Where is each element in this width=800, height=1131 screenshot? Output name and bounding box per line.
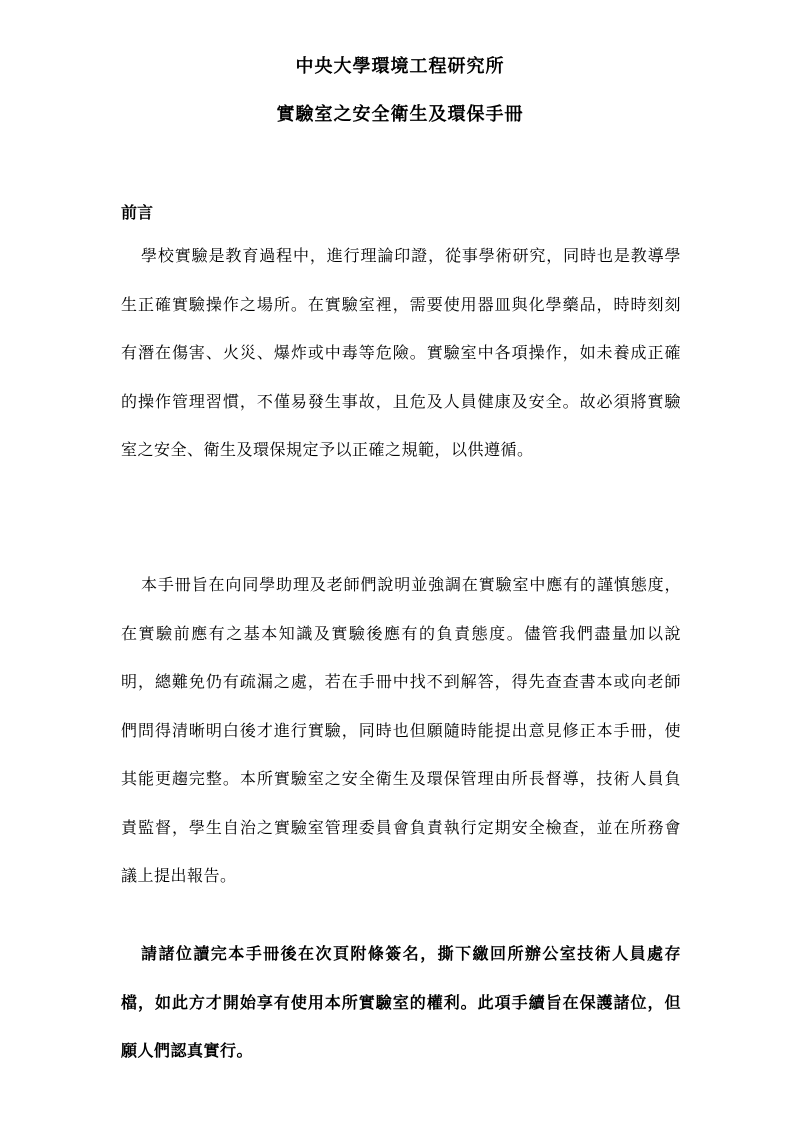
paragraph-signature-instruction: 請諸位讀完本手冊後在次頁附條簽名，撕下繳回所辦公室技術人員處存檔，如此方才開始享有使用本所實驗室的權利。此項手續旨在保護諸位，但願人們認真實行。 [121, 944, 681, 1060]
section-heading: 前言 [121, 203, 154, 222]
document-subtitle: 實驗室之安全衛生及環保手冊 [276, 104, 524, 125]
document-title: 中央大學環境工程研究所 [295, 56, 505, 77]
paragraph-intro: 學校實驗是教育過程中，進行理論印證，從事學術研究，同時也是教導學生正確實驗操作之場所。在實驗室裡，需要使用器皿與化學藥品，時時刻刻有潛在傷害、火災、爆炸或中毒等危險。實驗室中各項操作，如未養成正確的操作管理習慣，不僅易發生事故，且危及人員健康及安全。故必須將實驗室之安全、衛生及環保規定予以正確之規範，以供遵循。 [121, 246, 681, 459]
paragraph-purpose: 本手冊旨在向同學助理及老師們說明並強調在實驗室中應有的謹慎態度，在實驗前應有之基本知識及實驗後應有的負責態度。儘管我們盡量加以說明，總難免仍有疏漏之處，若在手冊中找不到解答，得先查查書本或向老師們問得清晰明白後才進行實驗，同時也但願隨時能提出意見修正本手冊，使其能更趨完整。本所實驗室之安全衛生及環保管理由所長督導，技術人員負責監督，學生自治之實驗室管理委員會負責執行定期安全檢查，並在所務會議上提出報告。 [121, 575, 681, 885]
